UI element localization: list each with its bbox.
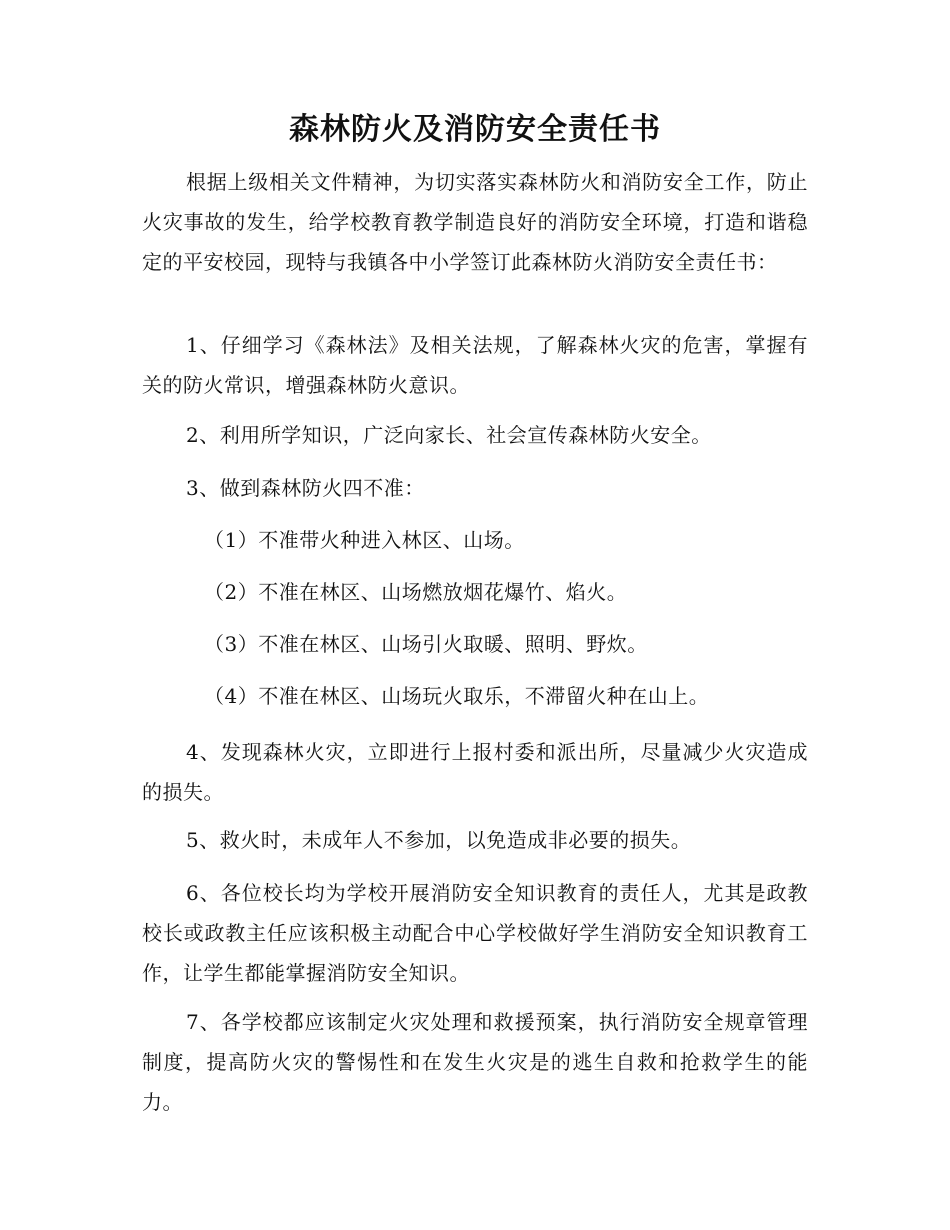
item-7: 7、各学校都应该制定火灾处理和救援预案，执行消防安全规章管理制度，提高防火灾的警惕性和在发生火灾是的逃生自救和抢救学生的能力。 [142,1010,808,1114]
sub-item-1: （1）不准带火种进入林区、山场。 [204,528,525,552]
intro-paragraph: 根据上级相关文件精神，为切实落实森林防火和消防安全工作，防止火灾事故的发生，给学校教育教学制造良好的消防安全环境，打造和谐稳定的平安校园，现特与我镇各中小学签订此森林防火消防安全责任书： [142,170,808,274]
item-4: 4、发现森林火灾，立即进行上报村委和派出所，尽量减少火灾造成的损失。 [142,740,808,804]
item-1: 1、仔细学习《森林法》及相关法规，了解森林火灾的危害，掌握有关的防火常识，增强森林防火意识。 [142,333,808,397]
item-5: 5、救火时，未成年人不参加，以免造成非必要的损失。 [186,828,692,852]
document-title: 森林防火及消防安全责任书 [289,112,661,147]
item-6: 6、各位校长均为学校开展消防安全知识教育的责任人，尤其是政教校长或政教主任应该积极主动配合中心学校做好学生消防安全知识教育工作，让学生都能掌握消防安全知识。 [142,881,808,985]
sub-item-2: （2）不准在林区、山场燃放烟花爆竹、焰火。 [204,580,628,604]
sub-item-3: （3）不准在林区、山场引火取暖、照明、野炊。 [204,632,648,656]
item-2: 2、利用所学知识，广泛向家长、社会宣传森林防火安全。 [186,423,712,447]
item-3: 3、做到森林防火四不准： [186,476,425,500]
sub-item-4: （4）不准在林区、山场玩火取乐，不滞留火种在山上。 [204,684,710,708]
